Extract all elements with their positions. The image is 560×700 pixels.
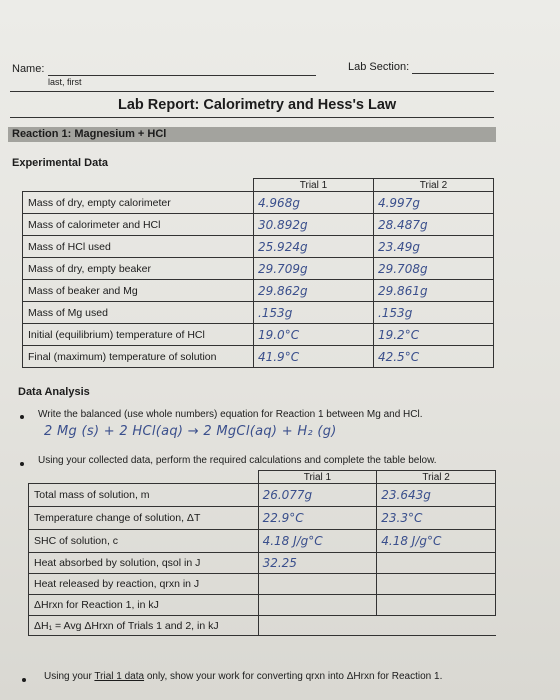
table-row [29, 484, 496, 507]
trial-2-value: .153g [373, 302, 493, 324]
row-label: Mass of calorimeter and HCl [23, 214, 254, 236]
bullet-point [20, 462, 24, 466]
name-sublabel: last, first [48, 77, 82, 87]
header-spacer [29, 471, 259, 484]
title-rule-bottom [10, 117, 494, 118]
row-label: Initial (equilibrium) temperature of HCl [23, 324, 254, 346]
trial-2-value: 23.643g [377, 484, 496, 507]
name-label: Name: [12, 63, 45, 75]
trial-1-value: 25.924g [253, 236, 373, 258]
trial-1-value: 30.892g [253, 214, 373, 236]
trial-1-value: 4.18 J/g°C [258, 530, 377, 553]
experimental-header-row [23, 179, 494, 192]
row-label: Final (maximum) temperature of solution [23, 346, 254, 368]
table-row [23, 280, 494, 302]
experimental-heading: Experimental Data [12, 157, 108, 169]
title-rule-top [10, 91, 494, 92]
table-row [23, 214, 494, 236]
trial-1-value: 41.9°C [253, 346, 373, 368]
analysis-table [28, 470, 496, 636]
average-value-cell [258, 616, 495, 636]
reaction-title: Reaction 1: Magnesium + HCl [12, 128, 167, 140]
instruction-equation: Write the balanced (use whole numbers) equation for Reaction 1 between Mg and HCl. [38, 409, 423, 420]
table-row [29, 553, 496, 574]
trial-2-value: 4.18 J/g°C [377, 530, 496, 553]
table-row [29, 595, 496, 616]
table-row [29, 530, 496, 553]
trial-1-value: 29.709g [253, 258, 373, 280]
trial-2-value: 4.997g [373, 192, 493, 214]
bullet-point [22, 678, 26, 682]
table-row [23, 346, 494, 368]
row-label: SHC of solution, c [29, 530, 259, 553]
trial-2-value: 29.708g [373, 258, 493, 280]
row-label: Mass of beaker and Mg [23, 280, 254, 302]
row-label: Mass of dry, empty calorimeter [23, 192, 254, 214]
row-label: Heat absorbed by solution, qsol in J [29, 553, 259, 574]
column-trial-2: Trial 2 [373, 179, 493, 192]
trial-1-value: 4.968g [253, 192, 373, 214]
trial-2-value: 23.49g [373, 236, 493, 258]
trial-1-value: 19.0°C [253, 324, 373, 346]
page-title: Lab Report: Calorimetry and Hess's Law [118, 97, 397, 113]
experimental-table [22, 178, 494, 368]
trial-2-value [377, 595, 496, 616]
table-row [23, 192, 494, 214]
trial-2-value [377, 553, 496, 574]
trial-1-value: .153g [253, 302, 373, 324]
name-line [48, 75, 316, 76]
instruction-calculations: Using your collected data, perform the required calculations and complete the table below. [38, 455, 437, 466]
trial-2-value: 23.3°C [377, 507, 496, 530]
section-line [412, 73, 494, 74]
column-trial-2: Trial 2 [377, 471, 496, 484]
trial-1-value [258, 574, 377, 595]
row-label: Total mass of solution, m [29, 484, 259, 507]
table-row [23, 258, 494, 280]
header-spacer [23, 179, 254, 192]
row-label: ΔH₁ = Avg ΔHrxn of Trials 1 and 2, in kJ [29, 616, 259, 636]
table-row [23, 302, 494, 324]
column-trial-1: Trial 1 [258, 471, 377, 484]
row-label: Heat released by reaction, qrxn in J [29, 574, 259, 595]
table-row [23, 236, 494, 258]
trial-2-value: 19.2°C [373, 324, 493, 346]
instruction-work-pre: Using your [44, 671, 95, 682]
table-row [29, 574, 496, 595]
instruction-work-post: only, show your work for converting qrxn into ΔHrxn for Reaction 1. [144, 671, 443, 682]
instruction-work-link: Trial 1 data [94, 671, 145, 682]
trial-2-value [377, 574, 496, 595]
reaction-bar [8, 127, 496, 142]
row-label: Temperature change of solution, ΔT [29, 507, 259, 530]
trial-1-value: 29.862g [253, 280, 373, 302]
handwritten-equation: 2 Mg (s) + 2 HCl(aq) → 2 MgCl(aq) + H₂ (g) [44, 424, 337, 439]
trial-1-value [258, 595, 377, 616]
trial-2-value: 42.5°C [373, 346, 493, 368]
trial-1-value: 22.9°C [258, 507, 377, 530]
row-label: ΔHrxn for Reaction 1, in kJ [29, 595, 259, 616]
row-label: Mass of HCl used [23, 236, 254, 258]
bullet-point [20, 415, 24, 419]
table-row-average [29, 616, 496, 636]
analysis-header-row [29, 471, 496, 484]
row-label: Mass of Mg used [23, 302, 254, 324]
trial-2-value: 28.487g [373, 214, 493, 236]
trial-1-value: 32.25 [258, 553, 377, 574]
table-row [29, 507, 496, 530]
column-trial-1: Trial 1 [253, 179, 373, 192]
row-label: Mass of dry, empty beaker [23, 258, 254, 280]
section-label: Lab Section: [348, 61, 410, 73]
analysis-heading: Data Analysis [18, 386, 90, 398]
instruction-work [44, 671, 442, 682]
trial-1-value: 26.077g [258, 484, 377, 507]
table-row [23, 324, 494, 346]
trial-2-value: 29.861g [373, 280, 493, 302]
